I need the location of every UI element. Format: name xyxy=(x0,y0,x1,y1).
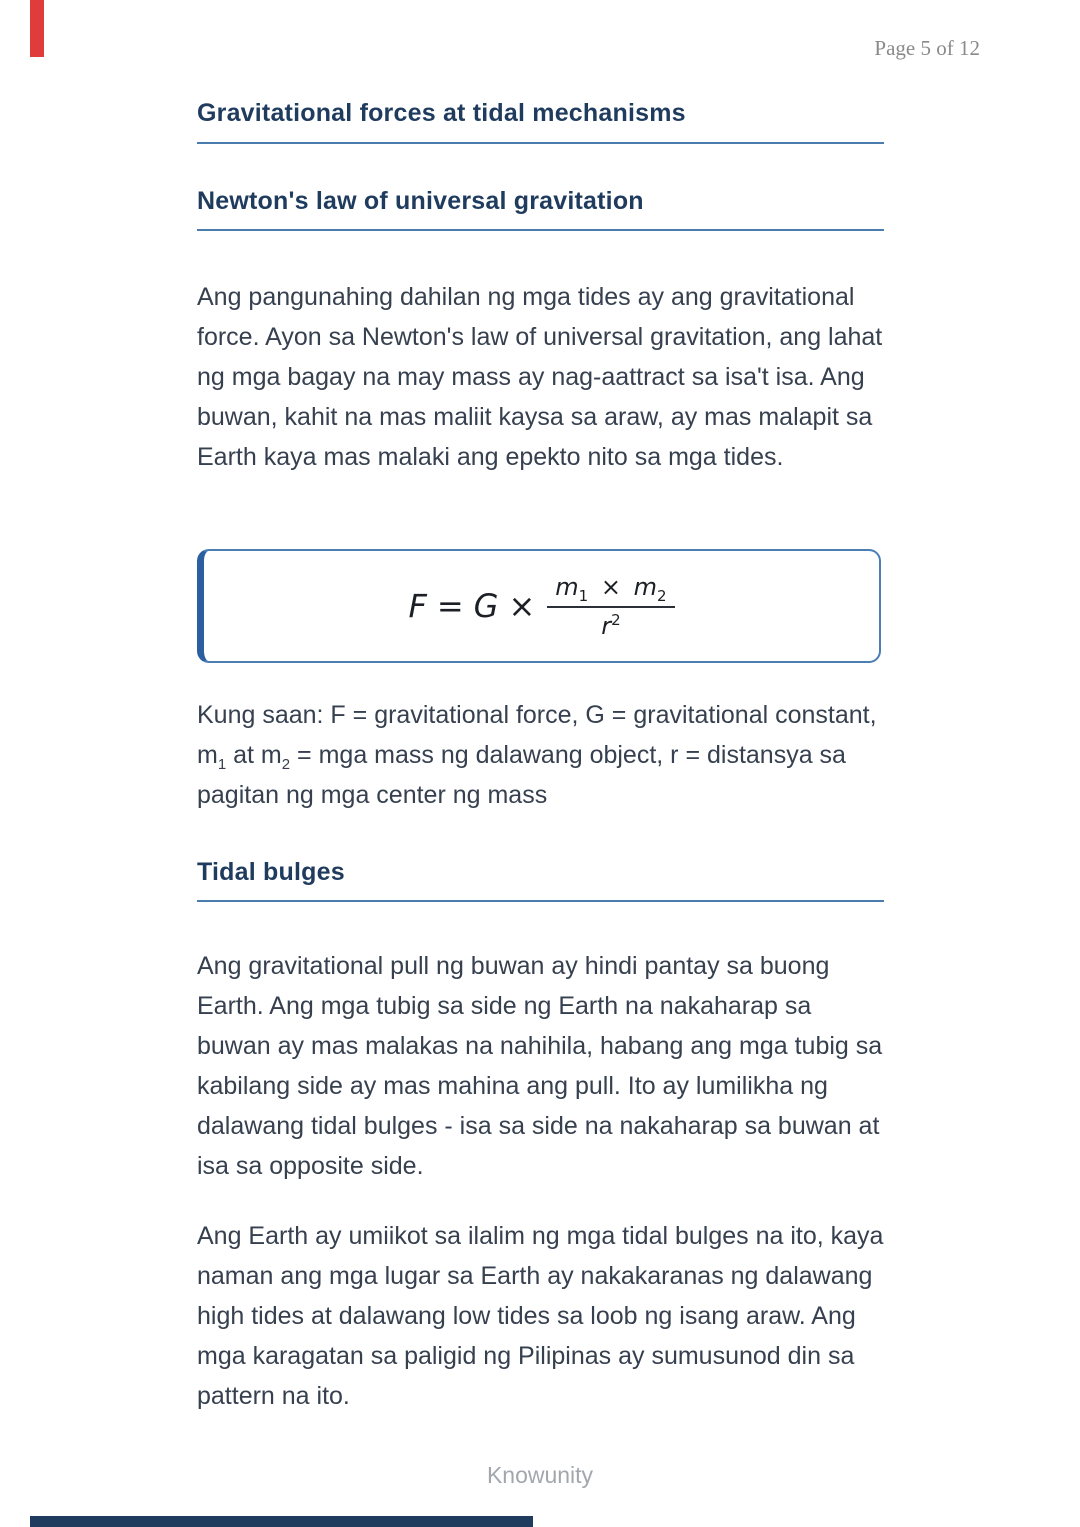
paragraph-newtons-law: Ang pangunahing dahilan ng mga tides ay ang gravitational force. Ayon sa Newton's law of universal gravitation, ang lahat ng mga bagay na may mass ay nag-aattract sa isa't isa. Ang buwan, kahit na mas maliit kaysa sa araw, ay mas malapit sa Earth kaya mas malaki ang epekto nito sa mga tides. xyxy=(197,283,883,471)
mass1-subscript: 1 xyxy=(578,586,589,605)
fraction-numerator xyxy=(547,573,674,608)
radius-symbol: r xyxy=(601,611,612,640)
legend-subscript-2: 2 xyxy=(281,756,291,773)
paragraph-tidal-bulges-1: Ang gravitational pull ng buwan ay hindi pantay sa buong Earth. Ang mga tubig sa side ng Earth na nakaharap sa buwan ay mas malakas na nahihila, habang ang mga tubig sa kabilang side ay mas mahina ang pull. Ito ay lumilikha ng dalawang tidal bulges - isa sa side na nakaharap sa buwan at isa sa opposite side. xyxy=(197,952,883,1180)
legend-text-1: Kung saan: F = gravitational force, G = gravitational constant, m xyxy=(197,701,877,769)
page-number: Page 5 of 12 xyxy=(874,36,980,60)
newton-gravitation-formula xyxy=(408,573,674,640)
heading-underline xyxy=(197,900,884,902)
legend-text-3: = mga mass ng dalawang object, r = distansya sa pagitan ng mga center ng mass xyxy=(197,741,846,809)
mass2-subscript: 2 xyxy=(657,586,667,605)
formula-force-symbol: F xyxy=(408,587,427,625)
mass2-symbol: m xyxy=(633,572,657,601)
formula-equals-sign: = xyxy=(436,587,464,625)
formula-times-sign: × xyxy=(508,587,536,625)
section-title-tidal-bulges: Tidal bulges xyxy=(197,858,345,886)
bottom-edge-bar xyxy=(30,1516,533,1527)
numerator-times-sign: × xyxy=(600,572,621,601)
legend-text-2: at m xyxy=(226,741,282,769)
red-edge-mark xyxy=(30,0,44,57)
radius-exponent: 2 xyxy=(611,610,621,629)
brand-watermark: Knowunity xyxy=(486,1462,594,1488)
section-title-gravitational-forces: Gravitational forces at tidal mechanisms xyxy=(197,99,686,127)
section-title-newtons-law: Newton's law of universal gravitation xyxy=(197,187,644,215)
fraction-denominator xyxy=(547,608,674,640)
legend-subscript-1: 1 xyxy=(217,756,227,773)
paragraph-tidal-bulges-2: Ang Earth ay umiikot sa ilalim ng mga tidal bulges na ito, kaya naman ang mga lugar sa Earth ay nakakaranas ng dalawang high tides at dalawang low tides sa loob ng isang araw. Ang mga karagatan sa paligid ng Pilipinas ay sumusunod din sa pattern na ito. xyxy=(197,1222,884,1410)
formula-fraction xyxy=(547,573,674,640)
mass1-symbol: m xyxy=(555,572,579,601)
formula-box xyxy=(197,549,881,663)
heading-underline xyxy=(197,229,884,231)
heading-underline xyxy=(197,142,884,144)
paragraph-formula-legend xyxy=(197,695,884,815)
formula-constant-symbol: G xyxy=(473,587,499,625)
